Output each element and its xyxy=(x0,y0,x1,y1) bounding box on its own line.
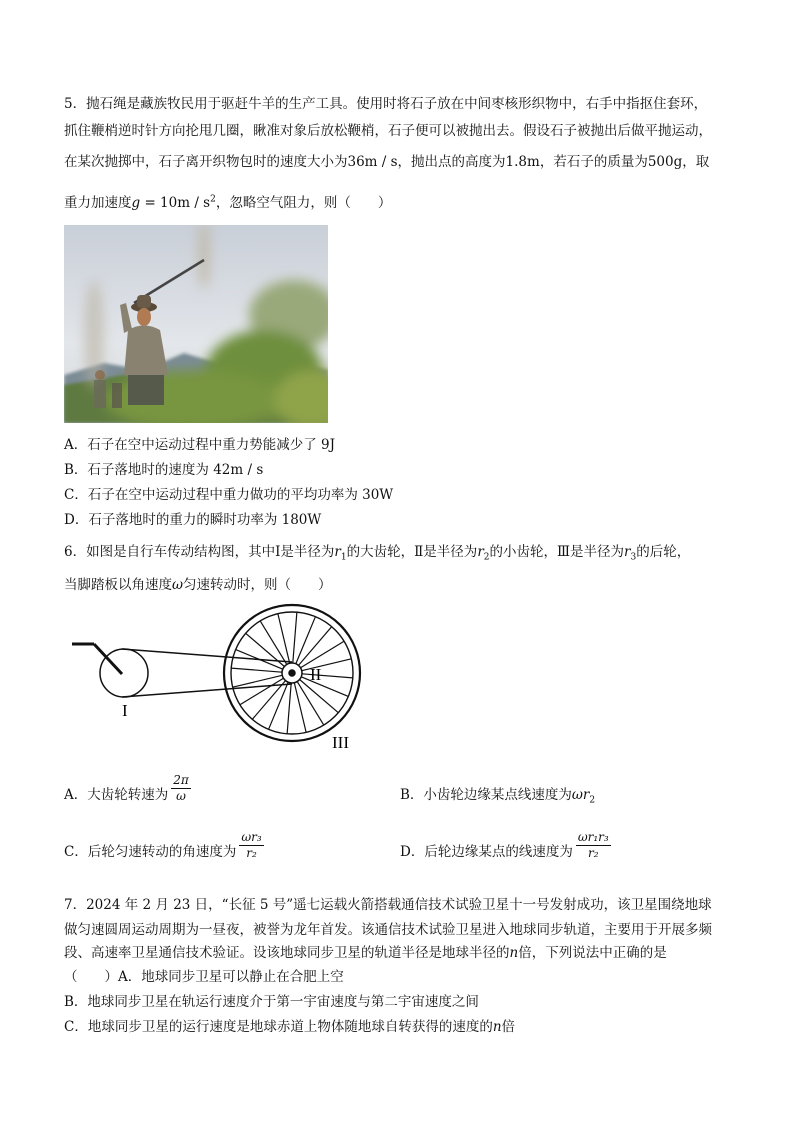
q6-r3-sub: 3 xyxy=(630,552,637,563)
q7-l3-b: 倍，下列说法中正确的是 xyxy=(518,945,667,961)
pedal-crank-arm xyxy=(94,644,122,674)
q5-g-value: = 10m / s xyxy=(140,195,211,211)
q5-option-b: B．石子落地时的速度为 42m / s xyxy=(64,462,264,478)
q5-speed: 36m / s xyxy=(347,154,398,170)
q6-option-b xyxy=(400,783,595,806)
sling-photo xyxy=(64,225,328,423)
label-I: I xyxy=(122,701,128,720)
q7-opt-c-n: n xyxy=(492,1019,502,1035)
q6-l2-b: 匀速转动时，则（ ） xyxy=(183,577,332,593)
q6-opt-a-den: ω xyxy=(176,789,186,803)
wheel-spoke xyxy=(294,683,306,733)
q6-r1-sub: 1 xyxy=(340,552,347,563)
q6-option-c xyxy=(64,830,264,861)
q7-line-3 xyxy=(64,941,744,961)
q6-l1-b: 的大齿轮，Ⅱ是半径为 xyxy=(346,544,478,560)
wheel-spoke xyxy=(293,612,297,663)
bicycle-transmission-svg xyxy=(64,600,364,760)
q5-line-4 xyxy=(64,191,744,211)
q6-line-2 xyxy=(64,573,744,593)
q5-g-symbol: g xyxy=(131,195,141,211)
q5-l4-b: ，忽略空气阻力，则（ ） xyxy=(215,195,392,211)
q6-l1-d: 的后轮， xyxy=(636,544,691,560)
sling-photo-art xyxy=(64,225,328,423)
q6-opt-c-den: r₂ xyxy=(246,846,257,860)
q7-opt-c-b: 倍 xyxy=(501,1019,516,1035)
q7-n-symbol: n xyxy=(509,945,519,961)
q7-opt-c-a: C．地球同步卫星的运行速度是地球赤道上物体随地球自转获得的速度的 xyxy=(64,1019,493,1035)
q6-omega: ω xyxy=(172,577,184,593)
q6-options-row-2 xyxy=(64,832,744,876)
q5-l3-a: 在某次抛掷中，石子离开织物包时的速度大小为 xyxy=(64,154,348,170)
q5-option-c: C．石子在空中运动过程中重力做功的平均功率为 30W xyxy=(64,487,394,503)
q6-line-1 xyxy=(64,540,744,563)
wheel-spoke xyxy=(278,614,290,664)
q6-r2-sub: 2 xyxy=(483,552,490,563)
chain-bottom xyxy=(122,684,292,697)
q5-option-d: D．石子落地时的重力的瞬时功率为 180W xyxy=(64,512,322,528)
q7-option-b: B．地球同步卫星在轨运行速度介于第一宇宙速度与第二宇宙速度之间 xyxy=(64,994,479,1010)
q6-opt-c-fraction xyxy=(239,830,263,861)
q6-r2: r xyxy=(477,544,484,560)
q6-l1-c: 的小齿轮，Ⅲ是半径为 xyxy=(489,544,625,560)
q5-l3-b: ，抛出点的高度为 xyxy=(397,154,506,170)
q6-opt-d-den: r₂ xyxy=(588,846,599,860)
q6-opt-a-fraction xyxy=(171,773,191,804)
q5-l3-d: ，取 xyxy=(682,154,710,170)
q6-l2-a: 当脚踏板以角速度 xyxy=(64,577,172,593)
q7-option-c xyxy=(64,1015,744,1035)
q5-line-3 xyxy=(64,150,744,170)
wheel-spoke xyxy=(231,668,282,672)
wheel-axle xyxy=(289,670,295,676)
q5-height: 1.8m xyxy=(505,154,540,170)
q6-l1-a: 6．如图是自行车传动结构图，其中Ⅰ是半径为 xyxy=(64,544,335,560)
q5-option-a: A．石子在空中运动过程中重力势能减少了 9J xyxy=(64,437,336,453)
q6-r3: r xyxy=(624,544,631,560)
q6-r1: r xyxy=(334,544,341,560)
q6-option-d xyxy=(400,830,611,861)
label-III: III xyxy=(332,733,349,752)
q6-opt-b-text: B．小齿轮边缘某点线速度为 xyxy=(400,787,572,803)
q6-opt-c-num: ωr₃ xyxy=(241,830,262,844)
q6-opt-c-text: C．后轮匀速转动的角速度为 xyxy=(64,844,237,860)
q5-l4-a: 重力加速度 xyxy=(64,195,132,211)
q6-opt-b-expr: ωr xyxy=(571,787,590,803)
bicycle-transmission-diagram xyxy=(64,600,364,760)
q7-l3-a: 段、高速率卫星通信技术验证。设该地球同步卫星的轨道半径是地球半径的 xyxy=(64,945,510,961)
q6-opt-a-text: A．大齿轮转速为 xyxy=(64,787,169,803)
q6-opt-d-text: D．后轮边缘某点的线速度为 xyxy=(400,844,573,860)
q5-g-exponent: 2 xyxy=(210,194,216,205)
large-gear-I xyxy=(100,649,148,697)
wheel-spoke xyxy=(287,683,291,734)
q6-opt-b-sub: 2 xyxy=(589,795,596,806)
label-II: II xyxy=(310,665,322,684)
q7-line-2: 做匀速圆周运动周期为一昼夜，被誉为龙年首发。该通信技术试验卫星进入地球同步轨道，主要用于开展多频 xyxy=(64,922,712,938)
q5-line-2: 抓住鞭梢逆时针方向抡甩几圈，瞅准对象后放松鞭梢，石子便可以被抛出去。假设石子被抛出后做平抛运动， xyxy=(64,123,712,139)
q6-opt-d-fraction xyxy=(576,830,611,861)
q6-opt-d-num: ωr₁r₃ xyxy=(577,830,609,844)
q5-mass: 500g xyxy=(647,154,683,170)
q7-line-4-option-a: （ ）A．地球同步卫星可以静止在合肥上空 xyxy=(64,969,344,985)
q6-options-row-1 xyxy=(64,775,744,819)
q6-opt-a-num: 2π xyxy=(173,773,189,787)
q7-line-1: 7．2024 年 2 月 23 日，“长征 5 号”遥七运载火箭搭载通信技术试验卫星十一号发射成功，该卫星围绕地球 xyxy=(64,897,712,913)
q5-l3-c: ，若石子的质量为 xyxy=(539,154,648,170)
q5-line-1: 5．抛石绳是藏族牧民用于驱赶牛羊的生产工具。使用时将石子放在中间枣核形织物中，右手中指抠住套环， xyxy=(64,96,708,112)
